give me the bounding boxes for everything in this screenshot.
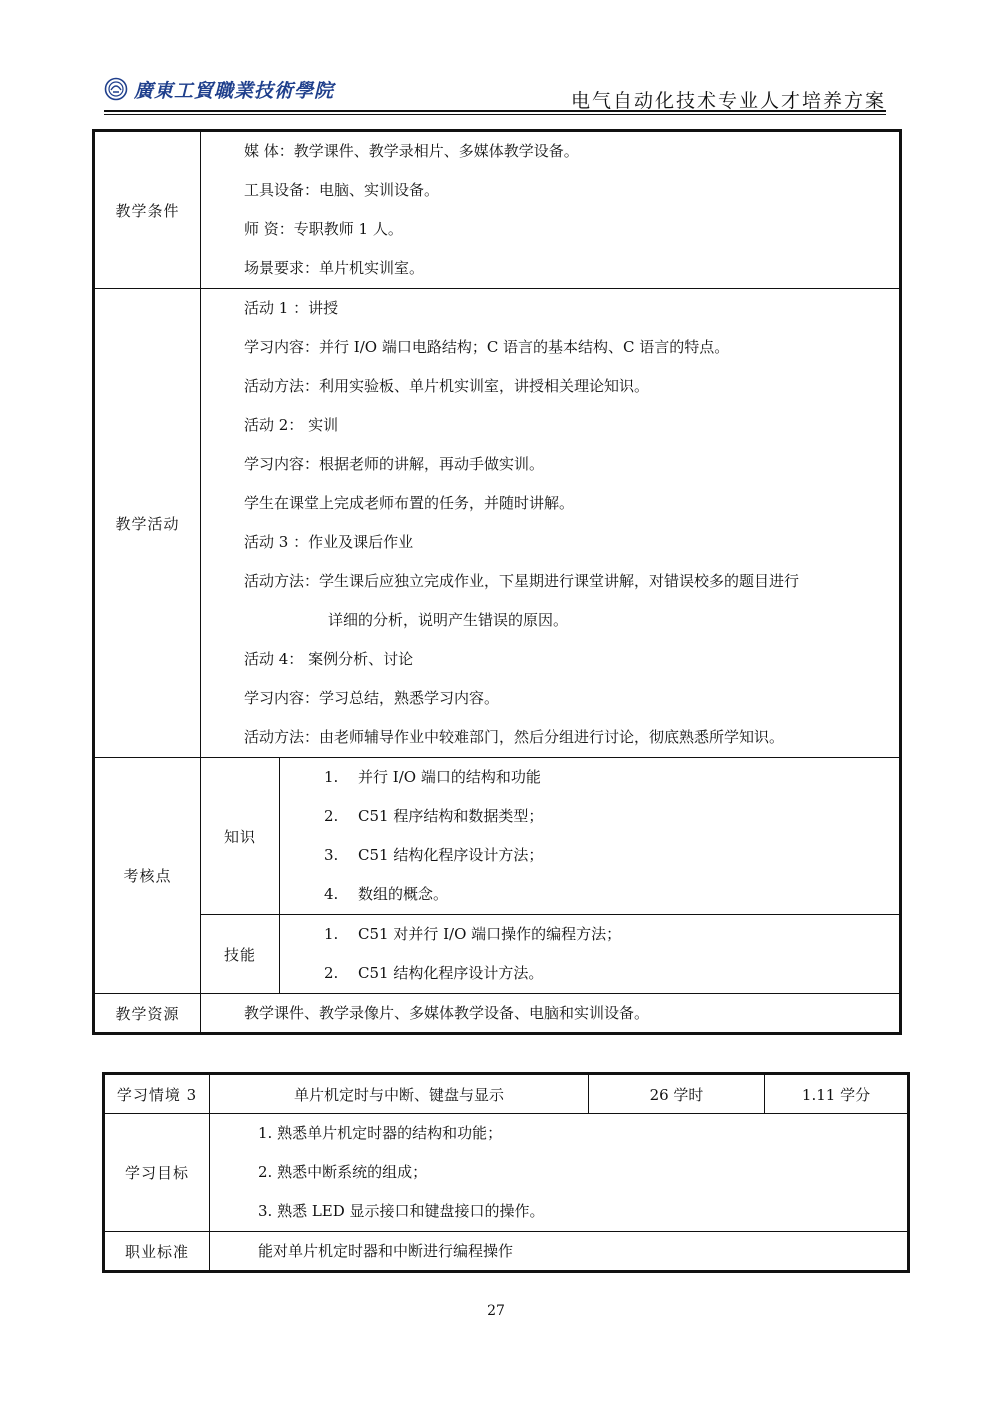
knowledge-label: 知识	[201, 758, 280, 915]
text-line: 场景要求：单片机实训室。	[244, 259, 425, 277]
teaching-activities-label: 教学活动	[94, 289, 201, 758]
teaching-activities-row	[94, 289, 901, 758]
text-line: 学生在课堂上完成老师布置的任务，并随时讲解。	[244, 494, 575, 512]
situation-label: 学习情境 3	[104, 1074, 210, 1114]
professional-standard-content	[210, 1232, 909, 1272]
learning-goals-label: 学习目标	[104, 1114, 210, 1232]
text-line: 活动 4： 案例分析、讨论	[244, 650, 414, 668]
knowledge-items	[280, 758, 901, 915]
text-line: 活动 2： 实训	[244, 416, 339, 434]
text-line: 学习内容：并行 I/O 端口电路结构；C 语言的基本结构、C 语言的特点。	[244, 338, 730, 356]
list-item: 1. C51 对并行 I/O 端口操作的编程方法；	[324, 925, 622, 943]
text-line: 媒 体：教学课件、教学录相片、多媒体教学设备。	[244, 142, 579, 160]
skill-label: 技能	[201, 915, 280, 994]
school-emblem-icon	[104, 77, 128, 101]
text-line: 教学课件、教学录像片、多媒体教学设备、电脑和实训设备。	[244, 1004, 650, 1022]
header-rule-thin	[104, 114, 886, 115]
list-item: 1. 熟悉单片机定时器的结构和功能；	[258, 1124, 503, 1142]
text-line: 详细的分析，说明产生错误的原因。	[328, 611, 569, 629]
document-title: 电气自动化技术专业人才培养方案	[570, 90, 886, 112]
assessment-skill-row	[94, 915, 901, 994]
text-line: 活动 3 ：作业及课后作业	[244, 533, 414, 551]
school-name: 廣東工貿職業技術學院	[134, 79, 335, 102]
text-line: 工具设备：电脑、实训设备。	[244, 181, 440, 199]
text-line: 活动 1 ：讲授	[244, 299, 339, 317]
school-logo	[104, 72, 334, 106]
learning-situation-table	[102, 1072, 910, 1273]
list-item: 3. 熟悉 LED 显示接口和键盘接口的操作。	[258, 1202, 545, 1220]
page-number: 27	[487, 1303, 505, 1319]
list-item: 4. 数组的概念。	[324, 885, 449, 903]
text-line: 活动方法：学生课后应独立完成作业，下星期进行课堂讲解，对错误校多的题目进行	[244, 572, 800, 590]
teaching-conditions-row	[94, 131, 901, 289]
header-rule	[104, 110, 886, 112]
assessment-knowledge-row	[94, 758, 901, 915]
text-line: 能对单片机定时器和中断进行编程操作	[258, 1242, 514, 1260]
text-line: 学习内容：学习总结，熟悉学习内容。	[244, 689, 500, 707]
teaching-resources-content	[201, 994, 901, 1034]
professional-standard-row	[104, 1232, 909, 1272]
situation-header-row	[104, 1074, 909, 1114]
teaching-conditions-label: 教学条件	[94, 131, 201, 289]
situation-credits: 1.11 学分	[765, 1074, 909, 1114]
course-detail-table	[92, 129, 902, 1035]
list-item: 2. C51 程序结构和数据类型；	[324, 807, 544, 825]
list-item: 2. 熟悉中断系统的组成；	[258, 1163, 428, 1181]
situation-hours: 26 学时	[589, 1074, 765, 1114]
list-item: 1. 并行 I/O 端口的结构和功能	[324, 768, 541, 786]
learning-goals-row	[104, 1114, 909, 1232]
text-line: 活动方法：利用实验板、单片机实训室，讲授相关理论知识。	[244, 377, 650, 395]
teaching-conditions-content	[201, 131, 901, 289]
list-item: 2. C51 结构化程序设计方法。	[324, 964, 544, 982]
situation-title: 单片机定时与中断、键盘与显示	[210, 1074, 589, 1114]
assessment-label: 考核点	[94, 758, 201, 994]
skill-items	[280, 915, 901, 994]
text-line: 师 资：专职教师 1 人。	[244, 220, 403, 238]
teaching-activities-content	[201, 289, 901, 758]
text-line: 学习内容：根据老师的讲解，再动手做实训。	[244, 455, 545, 473]
text-line: 活动方法：由老师辅导作业中较难部门，然后分组进行讨论，彻底熟悉所学知识。	[244, 728, 785, 746]
learning-goals-content	[210, 1114, 909, 1232]
professional-standard-label: 职业标准	[104, 1232, 210, 1272]
list-item: 3. C51 结构化程序设计方法；	[324, 846, 544, 864]
teaching-resources-label: 教学资源	[94, 994, 201, 1034]
teaching-resources-row	[94, 994, 901, 1034]
